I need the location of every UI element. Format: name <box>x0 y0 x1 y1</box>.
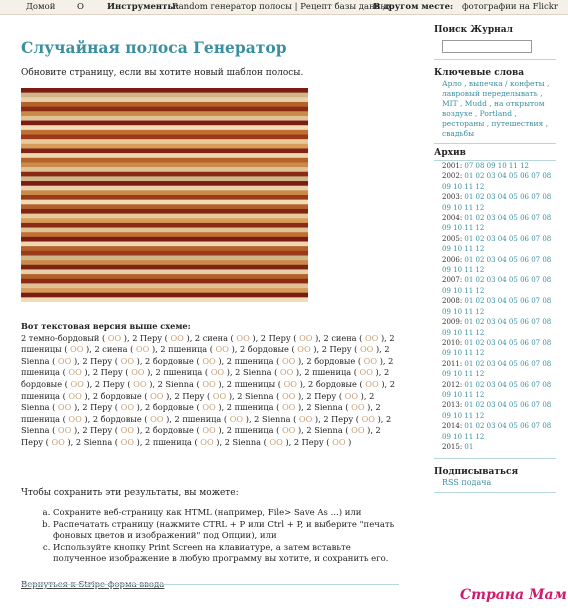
color-code: OO <box>120 402 135 413</box>
color-code: OO <box>70 378 84 389</box>
nav-tools-links[interactable]: Random генератор полосы | Рецепт базы данных <box>172 2 392 12</box>
stripe-band <box>21 246 308 251</box>
stripe-band <box>21 139 308 144</box>
stripe-band <box>21 172 308 177</box>
text-version-block <box>21 321 405 449</box>
archive-month-links[interactable]: 07 08 09 10 11 12 <box>464 162 529 170</box>
keywords-tag-list[interactable]: Арло , выпечка / конфеты , лавровый переделывать , MIT , Mudd , на открытом воздухе , Portland , рестораны , путешествия , свадьбы <box>442 79 550 138</box>
color-code: OO <box>281 355 296 366</box>
stripe-band <box>21 107 308 112</box>
color-code: OO <box>202 378 216 389</box>
color-code: OO <box>365 378 379 389</box>
stripe-band <box>21 204 308 209</box>
save-step: c. Используйте кнопку Print Screen на клавиатуре, а затем вставьте полученное изображение в любую программу вы хотите, и сохранить его. <box>53 543 405 566</box>
stripe-band <box>21 269 308 274</box>
color-code: OO <box>281 402 296 413</box>
archive-month-links[interactable]: 01 02 03 04 05 06 07 08 09 10 11 12 <box>442 172 552 191</box>
stripe-band <box>21 93 308 98</box>
archive-year: 2008: <box>442 297 465 306</box>
archive-year: 2015: <box>442 442 465 451</box>
archive-month-links[interactable]: 01 02 03 04 05 06 07 08 09 10 11 12 <box>442 422 552 441</box>
nav-home-link[interactable]: Домой <box>26 2 56 12</box>
stripe-band <box>21 162 308 167</box>
stripe-band <box>21 148 308 153</box>
stripe-band <box>21 102 308 107</box>
archive-month-links[interactable]: 01 02 03 04 05 06 07 08 09 10 11 12 <box>442 359 552 379</box>
color-code: OO <box>344 390 359 401</box>
archive-year: 2011: <box>442 359 465 368</box>
archive-list <box>442 161 556 452</box>
color-code: OO <box>150 413 164 424</box>
archive-month-links[interactable]: 01 02 03 04 05 06 07 08 09 10 11 12 <box>442 255 552 275</box>
color-code: OO <box>68 390 82 401</box>
color-code: OO <box>236 332 250 343</box>
color-code: OO <box>298 413 313 424</box>
sidebar-divider <box>434 492 556 493</box>
archive-year: 2001: <box>442 162 465 170</box>
color-code: OO <box>351 425 365 436</box>
color-code: OO <box>57 402 72 413</box>
stripe-band <box>21 274 308 279</box>
save-step: b. Распечатать страницу (нажмите CTRL + P или Ctrl + P, и выберите "печать фоновых цветов и изображений" под Опции), или <box>53 520 405 543</box>
color-code: OO <box>269 436 283 447</box>
top-nav-bar <box>0 0 568 15</box>
archive-year-row <box>442 161 556 171</box>
stripe-band <box>21 130 308 135</box>
keywords-heading: Ключевые слова <box>434 68 525 78</box>
stripe-band <box>21 209 308 214</box>
color-code: OO <box>202 355 216 366</box>
archive-year-row <box>442 171 556 192</box>
stripe-band <box>21 153 308 158</box>
stripe-band <box>21 181 308 186</box>
color-code: OO <box>351 402 365 413</box>
color-code: OO <box>70 344 84 355</box>
stripe-band <box>21 195 308 200</box>
color-code: OO <box>120 436 135 447</box>
archive-year-row <box>442 400 556 421</box>
nav-about-link[interactable]: О <box>77 2 84 12</box>
stripe-band <box>21 242 308 247</box>
color-code: OO <box>120 425 135 436</box>
color-code: OO <box>281 390 296 401</box>
color-code: OO <box>361 413 376 424</box>
sidebar <box>434 24 556 493</box>
text-version-heading: Вот текстовая версия выше схеме: <box>21 321 191 331</box>
stripe-pattern-image <box>21 88 308 302</box>
archive-year-row <box>442 213 556 234</box>
content-divider <box>21 584 399 585</box>
archive-year: 2005: <box>442 234 465 243</box>
color-code: OO <box>51 436 65 447</box>
nav-flickr-link[interactable]: фотографии на Flickr <box>462 2 558 12</box>
color-code: OO <box>359 367 373 378</box>
archive-year: 2013: <box>442 401 465 410</box>
color-code: OO <box>150 390 164 401</box>
subscribe-heading: Подписываться <box>434 467 519 478</box>
color-code: OO <box>107 332 122 343</box>
color-code: OO <box>68 413 82 424</box>
stripe-band <box>21 121 308 126</box>
stripe-band <box>21 214 308 219</box>
save-instructions-intro: Чтобы сохранить эти результаты, вы можете: <box>21 488 239 498</box>
color-code: OO <box>283 378 298 389</box>
color-code: OO <box>68 367 82 378</box>
archive-year-row <box>442 421 556 442</box>
archive-year-row <box>442 359 556 380</box>
stripe-band <box>21 288 308 293</box>
archive-month-links[interactable]: 01 02 03 04 05 06 07 08 09 10 11 12 <box>442 401 552 420</box>
stripe-band <box>21 116 308 121</box>
archive-year: 2012: <box>442 380 465 389</box>
nav-elsewhere-label: В другом месте: <box>373 2 454 12</box>
archive-year: 2007: <box>442 276 465 285</box>
color-code: OO <box>170 332 184 343</box>
back-to-stripe-form-link[interactable]: Вернуться к Stripe форма ввода <box>21 580 165 590</box>
archive-heading: Архив <box>434 148 466 158</box>
archive-month-links[interactable]: 01 02 03 04 05 06 07 08 09 10 11 12 <box>442 276 552 295</box>
search-heading: Поиск Журнал <box>434 25 513 35</box>
color-code: OO <box>215 344 229 355</box>
stripe-band <box>21 260 308 265</box>
color-code: OO <box>210 367 225 378</box>
archive-year-row <box>442 317 556 338</box>
archive-month-links[interactable]: 01 02 03 04 05 06 07 08 09 10 11 12 <box>442 297 552 316</box>
archive-month-links[interactable]: 01 <box>464 442 474 451</box>
stripe-band <box>21 297 308 302</box>
stripe-band <box>21 255 308 260</box>
stripe-band <box>21 293 308 298</box>
color-code: OO <box>133 378 147 389</box>
color-code: OO <box>57 425 72 436</box>
archive-year: 2003: <box>442 193 465 202</box>
archive-year: 2004: <box>442 214 465 223</box>
stripe-band <box>21 111 308 116</box>
color-code: OO <box>202 402 216 413</box>
color-code: OO <box>363 355 378 366</box>
stripe-band <box>21 228 308 233</box>
color-code: OO <box>299 332 313 343</box>
archive-year: 2006: <box>442 255 465 264</box>
nav-tools-label: Инструменты: <box>107 2 180 12</box>
stripe-band <box>21 88 308 93</box>
color-code: OO <box>281 425 296 436</box>
sidebar-divider <box>434 458 556 459</box>
save-step: a. Сохраните веб-страницу как HTML (например, File> Save As ...) или <box>53 508 405 520</box>
stripe-band <box>21 232 308 237</box>
stripe-band <box>21 200 308 205</box>
archive-year: 2002: <box>442 172 465 181</box>
rss-feed-link[interactable]: RSS подача <box>442 478 492 488</box>
color-code: OO <box>364 332 379 343</box>
archive-year-row <box>442 380 556 401</box>
stripe-band <box>21 237 308 242</box>
stripe-band <box>21 186 308 191</box>
archive-year-row <box>442 255 556 276</box>
main-content <box>21 22 405 590</box>
stripe-band <box>21 97 308 102</box>
color-code: OO <box>359 344 374 355</box>
color-code: OO <box>57 355 72 366</box>
archive-year-row <box>442 192 556 213</box>
color-code: OO <box>135 344 150 355</box>
save-steps-list <box>21 508 405 566</box>
archive-year: 2010: <box>442 338 465 347</box>
stripe-band <box>21 176 308 181</box>
color-code: OO <box>202 425 216 436</box>
stripe-band <box>21 125 308 130</box>
archive-month-links[interactable]: 01 02 03 04 05 06 07 08 09 10 11 12 <box>442 214 552 233</box>
stripe-band <box>21 279 308 284</box>
stripe-band <box>21 190 308 195</box>
page-title: Случайная полоса Генератор <box>21 38 287 57</box>
stripe-band <box>21 283 308 288</box>
archive-month-links[interactable]: 01 02 03 04 05 06 07 08 09 10 11 12 <box>442 380 552 399</box>
archive-month-links[interactable]: 01 02 03 04 05 06 07 08 09 10 11 12 <box>442 338 552 358</box>
archive-year-row <box>442 338 556 359</box>
stripe-band <box>21 135 308 140</box>
search-input[interactable] <box>442 40 532 53</box>
stripe-band <box>21 144 308 149</box>
archive-year-row <box>442 296 556 317</box>
watermark-logo: Страна Мам <box>460 587 567 603</box>
stripe-band <box>21 158 308 163</box>
archive-year-row <box>442 442 556 452</box>
color-code: OO <box>212 390 227 401</box>
color-code: OO <box>131 367 145 378</box>
archive-year: 2014: <box>442 422 465 431</box>
stripe-band <box>21 223 308 228</box>
sidebar-divider <box>434 143 556 144</box>
stripe-band <box>21 265 308 270</box>
color-code: OO <box>200 436 214 447</box>
color-code: OO <box>332 436 346 447</box>
archive-year-row <box>442 234 556 255</box>
stripe-band <box>21 251 308 256</box>
color-code: OO <box>279 367 294 378</box>
color-code: OO <box>297 344 311 355</box>
archive-month-links[interactable]: 01 02 03 04 05 06 07 08 09 10 11 12 <box>442 318 552 337</box>
archive-year: 2009: <box>442 318 465 327</box>
sidebar-divider <box>434 59 556 60</box>
archive-year-row <box>442 275 556 296</box>
text-version-body: 2 темно-бордовый ( OO ), 2 Перу ( OO ), 2 сиена ( OO ), 2 Перу ( OO ), 2 сиена ( OO ), 2 пшеницы ( OO ), 2 сиена ( OO ), 2 пшеница ( OO ), 2 бордовые ( OO ), 2 Перу ( OO ), 2 Sienna ( OO ), 2 Перу ( OO ), 2 бордовые ( OO ), 2 пшеница ( OO ), 2 бордовые ( OO ), 2 пшеница ( OO ), 2 Перу ( OO ), 2 пшеница ( OO ), 2 Sienna ( OO ), 2 пшеница ( OO ), 2 бордовые ( OO ), 2 Перу ( OO ), 2 Sienna ( OO ), 2 пшеницы ( OO ), 2 бордовые ( OO ), 2 пшеница ( OO ), 2 бордовые ( OO ), 2 Перу ( OO ), 2 Sienna ( OO ), 2 Перу ( OO ), 2 Sienna ( OO ), 2 Перу ( OO ), 2 бордовые ( OO ), 2 пшеница ( OO ), 2 Sienna ( OO ), 2 пшеница ( OO ), 2 бордовые ( OO ), 2 пшеница ( OO ), 2 Sienna ( OO ), 2 Перу ( OO ), 2 Sienna ( OO ), 2 Перу ( OO ), 2 бордовые ( OO ), 2 пшеница ( OO ), 2 Sienna ( OO ), 2 Перу ( OO ), 2 Sienna ( OO ), 2 пшеница ( OO ), 2 Sienna ( OO ), 2 Перу ( OO ) <box>21 332 395 447</box>
archive-month-links[interactable]: 01 02 03 04 05 06 07 08 09 10 11 12 <box>442 234 552 254</box>
color-code: OO <box>229 413 244 424</box>
archive-month-links[interactable]: 01 02 03 04 05 06 07 08 09 10 11 12 <box>442 193 552 212</box>
color-code: OO <box>120 355 135 366</box>
intro-text: Обновите страницу, если вы хотите новый шаблон полосы. <box>21 68 304 78</box>
stripe-band <box>21 218 308 223</box>
stripe-band <box>21 167 308 172</box>
